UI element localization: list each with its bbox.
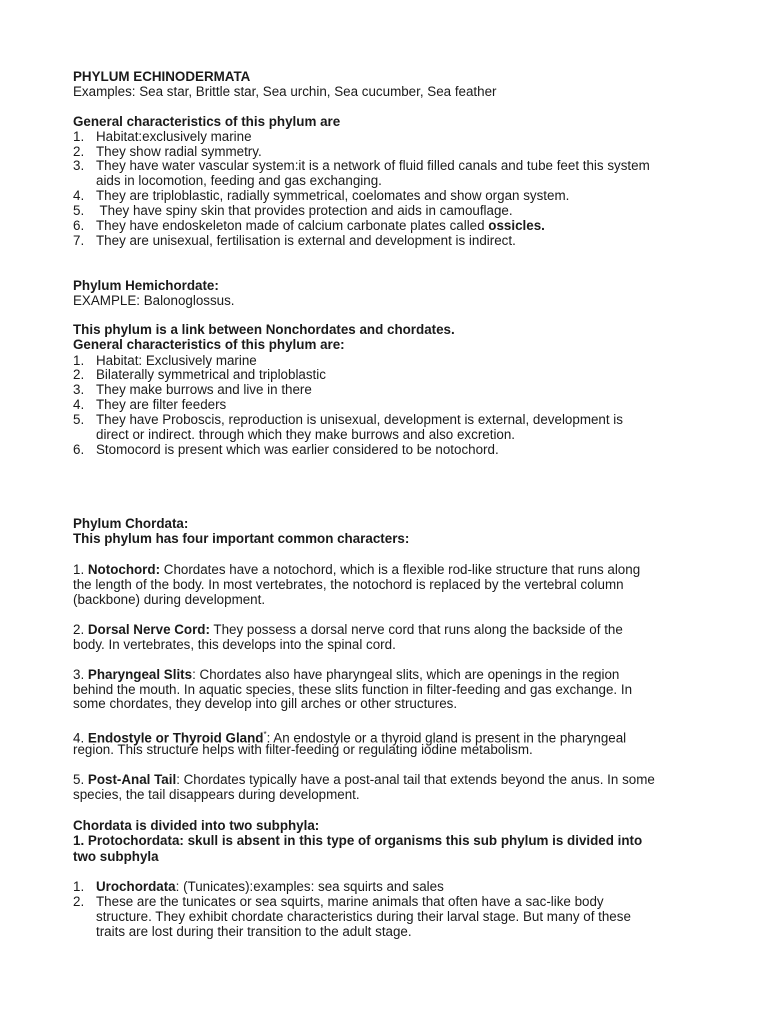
char-text-line: body. In vertebrates, this develops into the spinal cord. [73,637,396,652]
char-text: They possess a dorsal nerve cord that runs along the backside of the [209,622,623,637]
list-number: 2. [73,894,85,909]
list-item-cont: aids in locomotion, feeding and gas exchanging. [96,173,382,188]
char-text: : An endostyle or a thyroid gland is present in the pharyngeal [266,730,627,746]
char-text-line: some chordates, they develop into gill arches or other structures. [73,696,458,711]
list-number: 2. [73,144,85,159]
list-item: They show radial symmetry. [96,144,262,159]
char-footnote-mark: * [263,730,267,739]
hemi-link: This phylum is a link between Nonchordates and chordates. [73,322,455,337]
list-item: Stomocord is present which was earlier considered to be notochord. [96,442,499,457]
hemi-heading: General characteristics of this phylum are: [73,337,345,352]
chordata-subtitle: This phylum has four important common characters: [73,531,410,546]
hemi-title: Phylum Hemichordate: [73,278,219,293]
list-item: They make burrows and live in there [96,382,312,397]
list-number: 6. [73,218,85,233]
list-item: They have water vascular system:it is a network of fluid filled canals and tube feet this system [96,158,650,173]
list-number: 5. [73,203,85,218]
char-text: Chordates have a notochord, which is a flexible rod-like structure that runs along [160,562,641,577]
char-heading: Pharyngeal Slits [87,667,193,682]
char-heading: Post-Anal Tail [87,772,177,787]
list-number: 2. [73,367,85,382]
list-item: They have Proboscis, reproduction is unisexual, development is external, development is [96,412,623,427]
char-text: : Chordates typically have a post-anal tail that extends beyond the anus. In some [176,772,655,787]
list-item-urochordata [96,879,444,894]
protochordata-line: 1. Protochordata: skull is absent in this type of organisms this sub phylum is divided into [73,833,643,848]
chordata-title: Phylum Chordata: [73,516,189,531]
list-number: 6. [73,442,85,457]
list-item: They are triploblastic, radially symmetrical, coelomates and show organ system. [96,188,570,203]
char-number: 1. [73,562,88,577]
char-number: 4. [73,730,88,746]
list-item: They are filter feeders [96,397,227,412]
echino-examples: Examples: Sea star, Brittle star, Sea urchin, Sea cucumber, Sea feather [73,84,497,99]
protochordata-line-2: two subphyla [73,849,159,864]
list-number: 1. [73,879,85,894]
list-number: 4. [73,188,85,203]
list-number: 3. [73,382,85,397]
char-text-line: region. This structure helps with filter-feeding or regulating iodine metabolism. [73,742,533,757]
char-text: : Chordates also have pharyngeal slits, which are openings in the region [192,667,620,682]
char-text-line: the length of the body. In most vertebrates, the notochord is replaced by the vertebral column [73,577,624,592]
list-item: Bilaterally symmetrical and triploblastic [96,367,326,382]
char-heading: Endostyle or Thyroid Gland [87,730,264,746]
list-item: Habitat: Exclusively marine [96,353,257,368]
char-pharyngeal-slits [73,667,619,682]
list-item: They are unisexual, fertilisation is external and development is indirect. [96,233,516,248]
char-text-line: (backbone) during development. [73,592,266,607]
list-number: 1. [73,353,85,368]
list-item [96,218,545,233]
list-item-cont: structure. They exhibit chordate characteristics during their larval stage. But many of these [96,909,631,924]
list-item: They have spiny skin that provides protection and aids in camouflage. [96,203,513,218]
list-item-text: : (Tunicates):examples: sea squirts and sales [175,879,444,894]
char-number: 3. [73,667,88,682]
list-item-cont: traits are lost during their transition to the adult stage. [96,924,412,939]
echino-title: PHYLUM ECHINODERMATA [73,69,251,84]
list-number: 1. [73,129,85,144]
char-notochord [73,562,640,577]
char-number: 5. [73,772,88,787]
chordata-divided: Chordata is divided into two subphyla: [73,818,320,833]
list-number: 7. [73,233,85,248]
char-number: 2. [73,622,88,637]
list-item: Habitat:exclusively marine [96,129,252,144]
list-item-cont: direct or indirect. through which they make burrows and also excretion. [96,427,516,442]
list-number: 4. [73,397,85,412]
list-number: 5. [73,412,85,427]
list-item: These are the tunicates or sea squirts, marine animals that often have a sac-like body [96,894,604,909]
ossicles-term: ossicles. [488,218,545,233]
subphylum-name: Urochordata [96,879,176,894]
hemi-example: EXAMPLE: Balonoglossus. [73,293,235,308]
echino-heading: General characteristics of this phylum are [73,114,341,129]
char-post-anal-tail [73,772,655,787]
char-dorsal-nerve-cord [73,622,623,637]
list-number: 3. [73,158,85,173]
char-heading: Notochord: [87,562,161,577]
char-text-line: species, the tail disappears during development. [73,787,360,802]
char-heading: Dorsal Nerve Cord: [87,622,210,637]
list-item-text: They have endoskeleton made of calcium carbonate plates called [96,218,489,233]
char-text-line: behind the mouth. In aquatic species, these slits function in filter-feeding and gas exchange. In [73,682,633,697]
